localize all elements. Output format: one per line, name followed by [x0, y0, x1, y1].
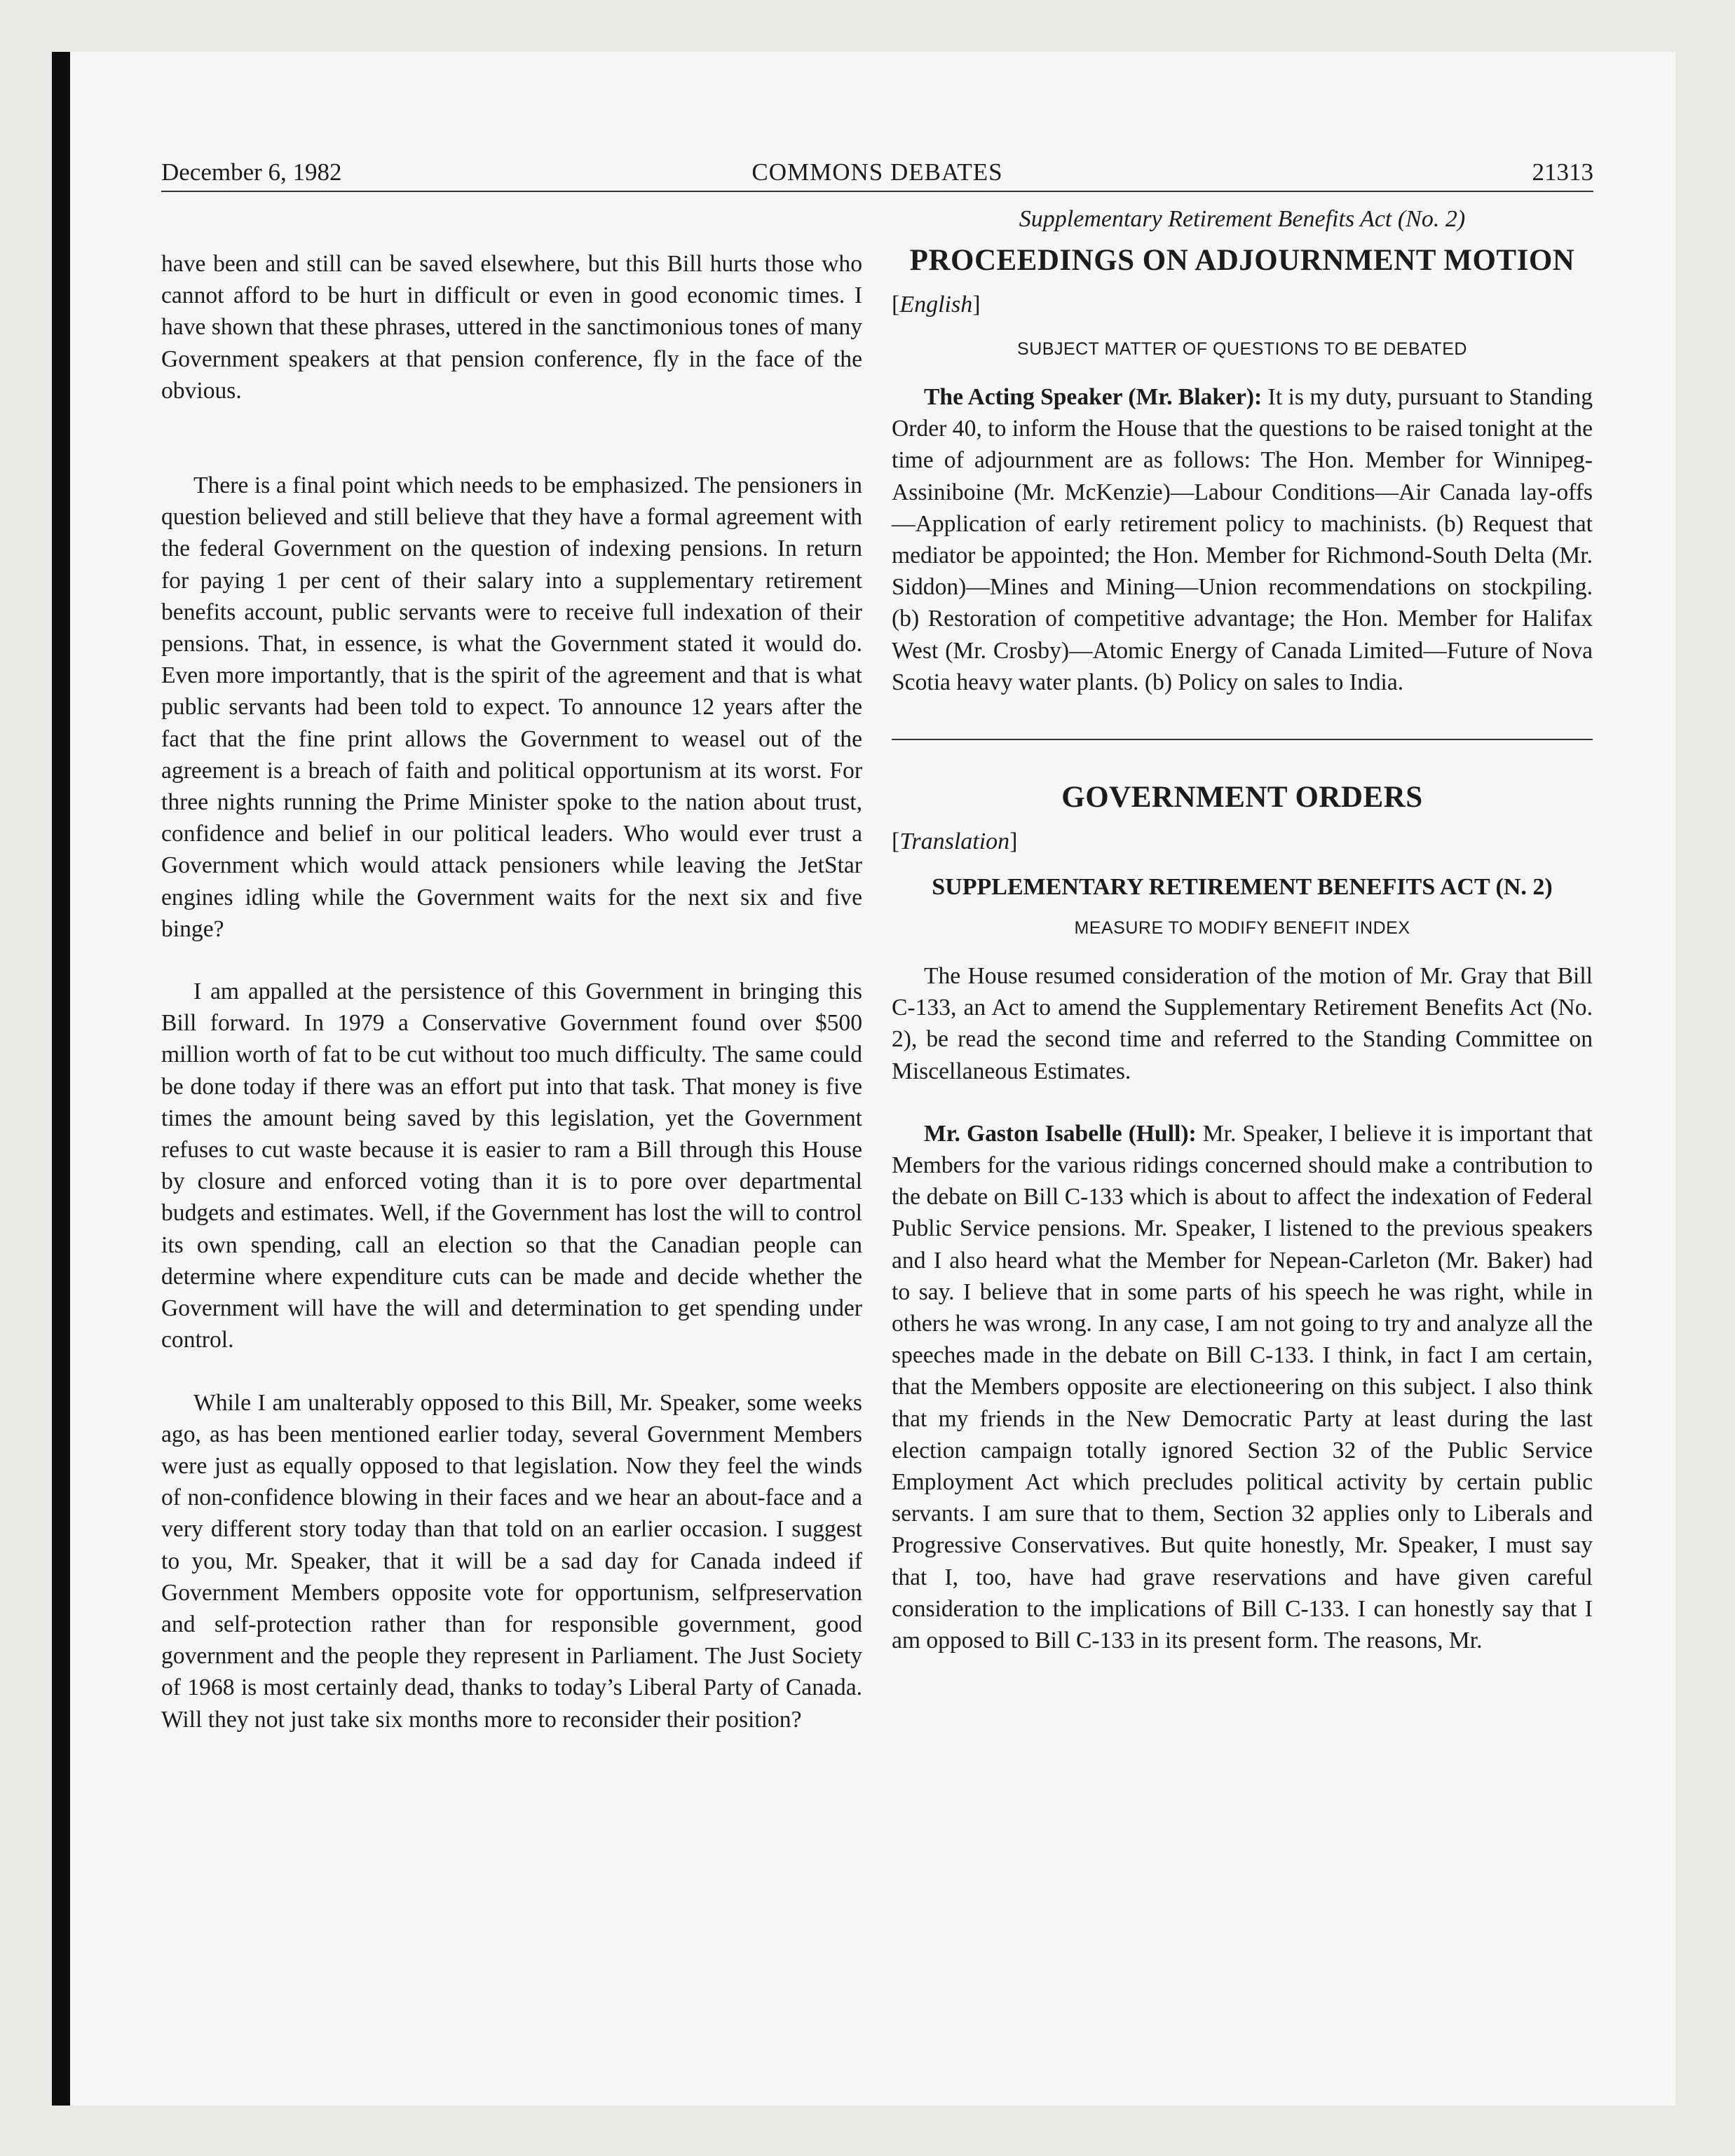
language-tag: [English] — [892, 292, 981, 318]
paragraph: I am appalled at the persistence of this Government in bringing this Bill forward. In 1979 a Conservative Government found over $500 million worth of fat to be cut without too much difficulty. The same could be done today if there was an effort put into that task. That money is five times the amount being saved by this legislation, yet the Government refuses to cut waste because it is easier to ram a Bill through this House by closure and enforced voting than it is to pore over departmental budgets and estimates. Well, if the Government has lost the will to control its own spending, call an election so that the Canadian people can determine where expenditure cuts can be made and decide whether the Government will have the will and determination to get spending under control. — [161, 978, 862, 1353]
subject-heading: SUBJECT MATTER OF QUESTIONS TO BE DEBATED — [1017, 339, 1467, 359]
paragraph: have been and still can be saved elsewhere, but this Bill hurts those who cannot afford to be hurt in difficult or even in good economic times. I have shown that these phrases, uttered in the sanctimonious tones of many Government speakers at that pension conference, fly in the face of the obvious. — [161, 251, 862, 404]
government-orders-title: GOVERNMENT ORDERS — [1061, 781, 1423, 814]
paragraph: There is a final point which needs to be emphasized. The pensioners in question believed and still believe that they have a formal agreement with the federal Government on the question of indexing pensions. In return for paying 1 per cent of their salary into a supplementary retirement benefits account, public servants were to receive full indexation of their pensions. That, in essence, is what the Government stated it would do. Even more importantly, that is the spirit of the agreement and that is what public servants had been told to expect. To announce 12 years after the fact that the fine print allows the Government to weasel out of the agreement is a breach of faith and political opportunism at its worst. For three nights running the Prime Minister spoke to the nation about trust, confidence and belief in our political leaders. Who would ever trust a Government which would attack pensioners while leaving the JetStar engines idling while the Government waits for the next six and five binge? — [161, 472, 862, 942]
bill-title: SUPPLEMENTARY RETIREMENT BENEFITS ACT (N. 2) — [932, 874, 1553, 901]
measure-heading: MEASURE TO MODIFY BENEFIT INDEX — [1074, 918, 1410, 939]
running-subtitle: Supplementary Retirement Benefits Act (No. 2) — [1019, 206, 1466, 232]
speech-text: Mr. Speaker, I believe it is important that Members for the various ridings concerned should make a contribution to the debate on Bill C-133 which is about to affect the indexation of Federal Public Service pensions. Mr. Speaker, I listened to the previous speakers and I also heard what the Member for Nepean-Carleton (Mr. Baker) had to say. I believe that in some parts of his speech he was right, while in others he was wrong. In any case, I am not going to try and analyze all the speeches made in the debate on Bill C-133. I think, in fact I am certain, that the Members opposite are electioneering on this subject. I also think that my friends in the New Democratic Party at least during the last election campaign totally ignored Section 32 of the Public Service Employment Act which precludes political activity by certain public servants. I am sure that to them, Section 32 applies only to Liberals and Progressive Conservatives. But quite honestly, Mr. Speaker, I must say that I, too, have had grave reservations and have given careful consideration to the implications of Bill C-133. I can honestly say that I am opposed to Bill C-133 in its present form. The reasons, Mr. — [892, 1120, 1593, 1654]
header-date: December 6, 1982 — [161, 158, 342, 186]
paragraph: While I am unalterably opposed to this Bill, Mr. Speaker, some weeks ago, as has been mentioned earlier today, several Government Members were just as equally opposed to that legislation. Now they feel the winds of non-confidence blowing in their faces and we hear an about-face and a very different story today than that told on an earlier occasion. I suggest to you, Mr. Speaker, that it will be a sad day for Canada indeed if Government Members opposite vote for opportunism, selfpreservation and self-protection rather than for responsible government, good government and the people they represent in Parliament. The Just Society of 1968 is most certainly dead, thanks to today’s Liberal Party of Canada. Will they not just take six months more to reconsider their position? — [161, 1389, 862, 1733]
language-tag-text: English — [899, 292, 973, 318]
acting-speaker-statement — [892, 381, 1593, 698]
speaker-name: The Acting Speaker (Mr. Blaker): — [924, 384, 1263, 410]
scan-edge — [52, 52, 70, 2106]
language-tag: [Translation] — [892, 828, 1018, 855]
section-divider — [892, 739, 1593, 740]
resumed-consideration: The House resumed consideration of the motion of Mr. Gray that Bill C-133, an Act to amend the Supplementary Retirement Benefits Act (No. 2), be read the second time and referred to the Standing Committee on Miscellaneous Estimates. — [892, 963, 1593, 1084]
page-header — [161, 154, 1593, 192]
statement-text: It is my duty, pursuant to Standing Order 40, to inform the House that the questions to be raised tonight at the time of adjournment are as follows: The Hon. Member for Winnipeg-Assiniboine (Mr. McKenzie)—Labour Conditions—Air Canada lay-offs—Application of early retirement policy to machinists. (b) Request that mediator be appointed; the Hon. Member for Richmond-South Delta (Mr. Siddon)—Mines and Mining—Union recommendations on stockpiling. (b) Restoration of competitive advantage; the Hon. Member for Halifax West (Mr. Crosby)—Atomic Energy of Canada Limited—Future of Nova Scotia heavy water plants. (b) Policy on sales to India. — [892, 384, 1593, 695]
speaker-name: Mr. Gaston Isabelle (Hull): — [924, 1120, 1197, 1147]
publication-title: COMMONS DEBATES — [751, 158, 1003, 186]
left-column — [161, 203, 862, 1735]
adjournment-section-title: PROCEEDINGS ON ADJOURNMENT MOTION — [909, 244, 1575, 277]
right-column — [892, 203, 1593, 1656]
isabelle-speech — [892, 1118, 1593, 1656]
page-number: 21313 — [1532, 158, 1593, 186]
language-tag-text: Translation — [899, 828, 1010, 855]
